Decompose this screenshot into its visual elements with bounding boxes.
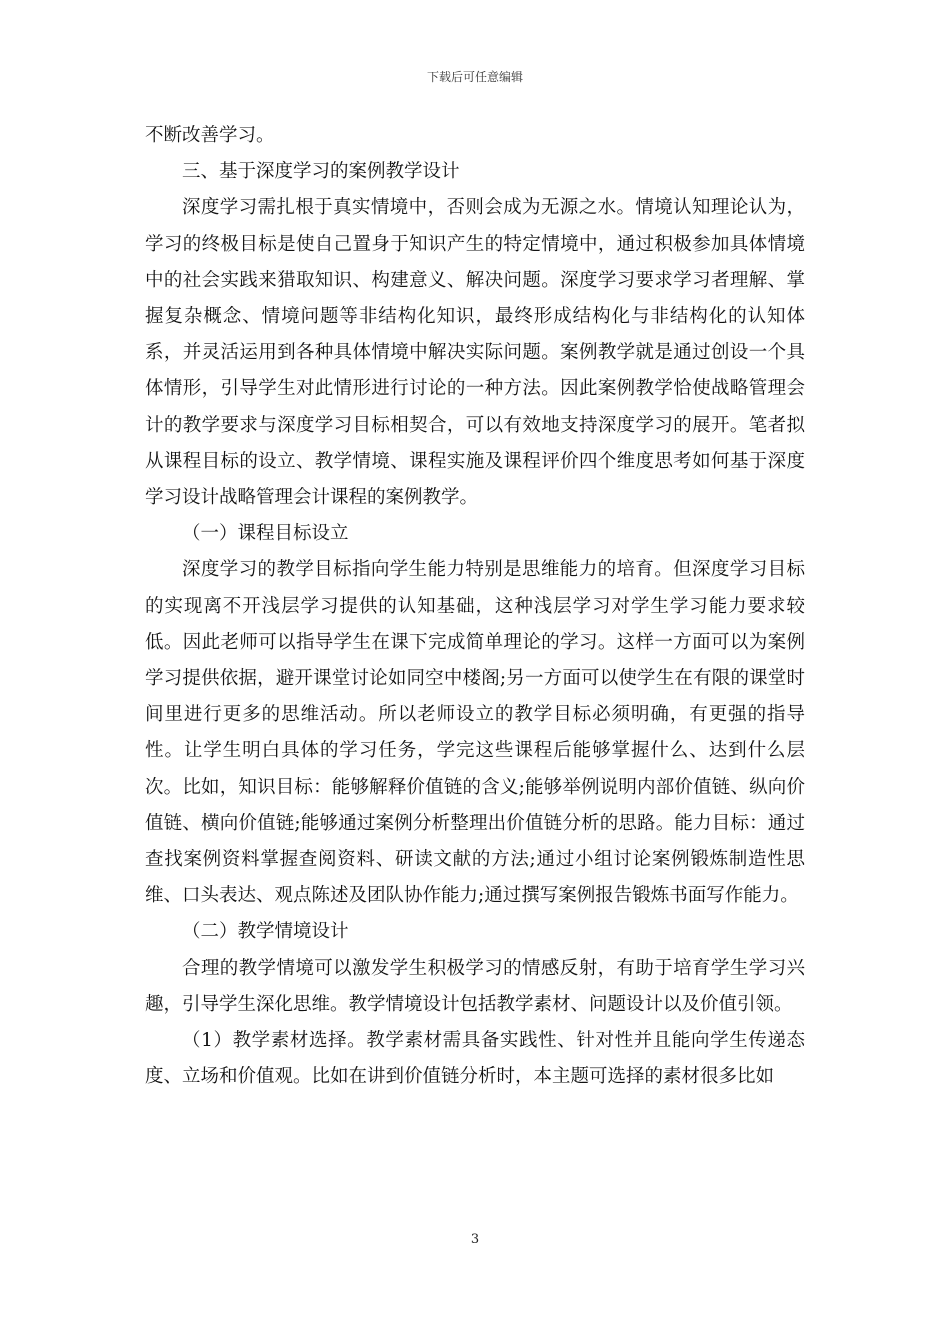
page-number: 3 (470, 1232, 480, 1247)
document-body (145, 118, 805, 1095)
section-heading: 三、基于深度学习的案例教学设计 (182, 161, 460, 183)
page-header: 下载后可任意编辑 (426, 70, 523, 84)
subsection-heading: （一）课程目标设立 (182, 523, 349, 545)
paragraph: 深度学习的教学目标指向学生能力特别是思维能力的培育。但深度学习目标的实现离不开浅层学习提供的认知基础，这种浅层学习对学生学习能力要求较低。因此老师可以指导学生在课下完成简单理论的学习。这样一方面可以为案例学习提供依据，避开课堂讨论如同空中楼阁;另一方面可以使学生在有限的课堂时间里进行更多的思维活动。所以老师设立的教学目标必须明确，有更强的指导性。让学生明白具体的学习任务，学完这些课程后能够掌握什么、达到什么层次。比如，知识目标：能够解释价值链的含义;能够举例说明内部价值链、纵向价值链、横向价值链;能够通过案例分析整理出价值链分析的思路。能力目标：通过查找案例资料掌握查阅资料、研读文献的方法;通过小组讨论案例锻炼制造性思维、口头表达、观点陈述及团队协作能力;通过撰写案例报告锻炼书面写作能力。 (145, 559, 805, 907)
paragraph-continuation: 不断改善学习。 (145, 125, 275, 146)
paragraph: 深度学习需扎根于真实情境中，否则会成为无源之水。情境认知理论认为，学习的终极目标是使自己置身于知识产生的特定情境中，通过积极参加具体情境中的社会实践来猎取知识、构建意义、解决问题。深度学习要求学习者理解、掌握复杂概念、情境问题等非结构化知识，最终形成结构化与非结构化的认知体系，并灵活运用到各种具体情境中解决实际问题。案例教学就是通过创设一个具体情形，引导学生对此情形进行讨论的一种方法。因此案例教学恰使战略管理会计的教学要求与深度学习目标相契合，可以有效地支持深度学习的展开。笔者拟从课程目标的设立、教学情境、课程实施及课程评价四个维度思考如何基于深度学习设计战略管理会计课程的案例教学。 (145, 197, 805, 509)
subsection-heading: （二）教学情境设计 (182, 921, 349, 943)
paragraph: （1）教学素材选择。教学素材需具备实践性、针对性并且能向学生传递态度、立场和价值观。比如在讲到价值链分析时，本主题可选择的素材很多比如 (145, 1030, 805, 1088)
paragraph: 合理的教学情境可以激发学生积极学习的情感反射，有助于培育学生学习兴趣，引导学生深化思维。教学情境设计包括教学素材、问题设计以及价值引领。 (145, 957, 805, 1015)
